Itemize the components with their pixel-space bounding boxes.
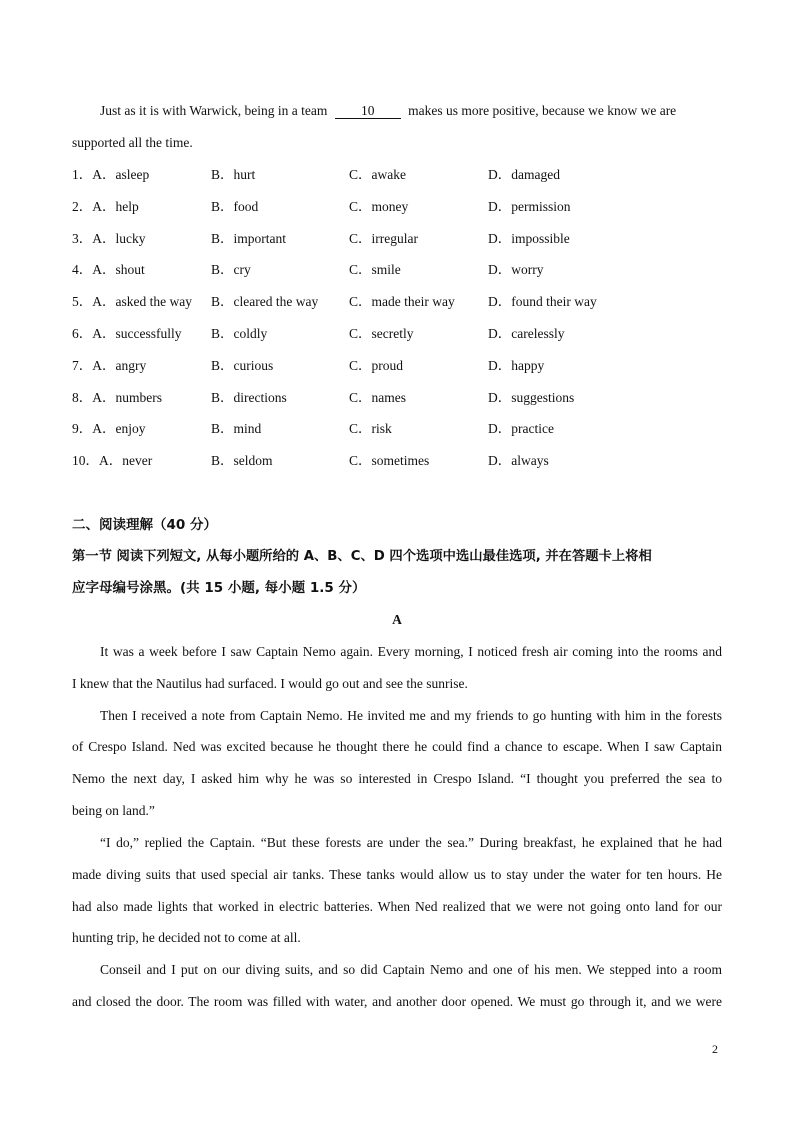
cloze-line-2: supported all the time. bbox=[72, 135, 193, 150]
option-c: C．secretly bbox=[349, 326, 414, 341]
option-a: 10．A．never bbox=[72, 453, 153, 468]
option-c: C．irregular bbox=[349, 231, 418, 246]
option-a: 4．A．shout bbox=[72, 262, 145, 277]
option-b: B．food bbox=[211, 199, 259, 214]
option-d: D．permission bbox=[488, 199, 571, 214]
option-a: 2．A．help bbox=[72, 199, 139, 214]
option-a: 6．A．successfully bbox=[72, 326, 182, 341]
section-heading: 二、阅读理解（40 分） bbox=[72, 517, 217, 533]
option-c: C．smile bbox=[349, 262, 401, 277]
option-d: D．happy bbox=[488, 358, 545, 373]
passage-line: being on land.” bbox=[72, 803, 155, 818]
passage-line: It was a week before I saw Captain Nemo again. Every morning, I noticed fresh air coming into the rooms and bbox=[100, 644, 722, 659]
option-row-5 bbox=[72, 293, 732, 311]
option-a: 8．A．numbers bbox=[72, 390, 162, 405]
option-a: 3．A．lucky bbox=[72, 231, 146, 246]
option-b: B．hurt bbox=[211, 167, 256, 182]
answer-blank-10: 10 bbox=[335, 104, 401, 119]
passage-label: A bbox=[392, 612, 402, 627]
passage-line: I knew that the Nautilus had surfaced. I would go out and see the sunrise. bbox=[72, 676, 468, 691]
option-row-10 bbox=[72, 452, 732, 470]
option-b: B．seldom bbox=[211, 453, 273, 468]
option-d: D．impossible bbox=[488, 231, 570, 246]
passage-line: made diving suits that used special air tanks. These tanks would allow us to stay under the water for ten hours. He bbox=[72, 867, 722, 882]
option-d: D．practice bbox=[488, 421, 554, 436]
option-row-3 bbox=[72, 230, 732, 248]
passage-line: and closed the door. The room was filled with water, and another door opened. We must go through it, and we were bbox=[72, 994, 722, 1009]
option-b: B．mind bbox=[211, 421, 262, 436]
option-d: D．carelessly bbox=[488, 326, 565, 341]
passage-line: Conseil and I put on our diving suits, and so did Captain Nemo and one of his men. We stepped into a room bbox=[100, 962, 722, 977]
option-b: B．cleared the way bbox=[211, 294, 319, 309]
option-row-7 bbox=[72, 357, 732, 375]
passage-line: of Crespo Island. Ned was excited because he thought there he could find a chance to escape. When I saw Captain bbox=[72, 739, 722, 754]
option-row-1 bbox=[72, 166, 732, 184]
option-d: D．suggestions bbox=[488, 390, 575, 405]
section-instruction-line-1: 第一节 阅读下列短文, 从每小题所给的 A、B、C、D 四个选项中选山最佳选项, 并在答题卡上将相 bbox=[72, 549, 652, 564]
page-number: 2 bbox=[712, 1042, 718, 1056]
option-c: C．proud bbox=[349, 358, 403, 373]
passage-line: had also made lights that worked in electric batteries. When Ned realized that we were not going onto land for our bbox=[72, 899, 722, 914]
option-a: 5．A．asked the way bbox=[72, 294, 192, 309]
option-d: D．found their way bbox=[488, 294, 597, 309]
option-b: B．coldly bbox=[211, 326, 268, 341]
passage-line: Nemo the next day, I asked him why he was so interested in Crespo Island. “I thought you preferred the sea to bbox=[72, 771, 722, 786]
passage-line: Then I received a note from Captain Nemo. He invited me and my friends to go hunting with him in the forests bbox=[100, 708, 722, 723]
option-c: C．sometimes bbox=[349, 453, 430, 468]
option-c: C．money bbox=[349, 199, 409, 214]
option-row-8 bbox=[72, 389, 732, 407]
cloze-line-1 bbox=[100, 102, 676, 120]
option-a: 9．A．enjoy bbox=[72, 421, 146, 436]
option-a: 7．A．angry bbox=[72, 358, 147, 373]
passage-line: hunting trip, he decided not to come at all. bbox=[72, 930, 301, 945]
option-row-9 bbox=[72, 420, 732, 438]
cloze-text-after: makes us more positive, because we know we are bbox=[408, 103, 677, 118]
option-a: 1．A．asleep bbox=[72, 167, 150, 182]
option-c: C．names bbox=[349, 390, 406, 405]
option-b: B．directions bbox=[211, 390, 287, 405]
option-c: C．risk bbox=[349, 421, 392, 436]
option-d: D．worry bbox=[488, 262, 544, 277]
option-c: C．awake bbox=[349, 167, 406, 182]
option-row-6 bbox=[72, 325, 732, 343]
option-b: B．important bbox=[211, 231, 286, 246]
option-b: B．cry bbox=[211, 262, 251, 277]
option-c: C．made their way bbox=[349, 294, 455, 309]
cloze-text-before: Just as it is with Warwick, being in a team bbox=[100, 103, 328, 118]
option-row-4 bbox=[72, 261, 732, 279]
option-d: D．damaged bbox=[488, 167, 560, 182]
option-d: D．always bbox=[488, 453, 549, 468]
option-b: B．curious bbox=[211, 358, 274, 373]
passage-line: “I do,” replied the Captain. “But these forests are under the sea.” During breakfast, he explained that he had bbox=[100, 835, 722, 850]
section-instruction-line-2: 应字母编号涂黑。(共 15 小题, 每小题 1.5 分） bbox=[72, 580, 366, 596]
option-row-2 bbox=[72, 198, 732, 216]
